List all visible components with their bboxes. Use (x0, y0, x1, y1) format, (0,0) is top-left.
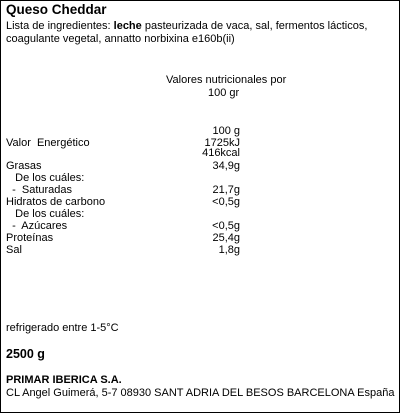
nutrition-row-value: 1,8g (218, 244, 240, 256)
nutrition-row-value: 100 g (212, 125, 240, 137)
nutrition-row-value: 34,9g (212, 160, 240, 172)
nutrition-row-value: 21,7g (212, 184, 240, 196)
nutrition-header-line-1: Valores nutricionales por (166, 74, 287, 86)
nutrition-row-value: <0,5g (212, 220, 240, 232)
nutrition-row-label: De los cuáles: (6, 208, 85, 220)
net-weight: 2500 g (6, 347, 45, 361)
product-title: Queso Cheddar (6, 2, 107, 17)
nutrition-row-label: - Saturadas (6, 184, 73, 196)
nutrition-row-label: Proteínas (6, 232, 54, 244)
nutrition-row-label: De los cuáles: (6, 172, 85, 184)
ingredients-prefix: Lista de ingredientes: (6, 20, 114, 32)
ingredients-highlight: leche (113, 20, 142, 32)
ingredients-line-1 (6, 20, 367, 33)
company-address: CL Angel Guimerá, 5-7 08930 SANT ADRIA DEL BESOS BARCELONA España (6, 387, 395, 399)
nutrition-row-label: Sal (6, 244, 22, 256)
ingredients-line-1-rest: pasteurizada de vaca, sal, fermentos lácticos, (141, 20, 368, 32)
nutrition-row-label: Grasas (6, 160, 42, 172)
nutrition-row-value: 1725kJ (204, 137, 240, 149)
nutrition-row-label: Hidratos de carbono (6, 196, 106, 208)
nutrition-row-label: - Azúcares (6, 220, 68, 232)
ingredients-line-2: coagulante vegetal, annatto norbixina e160b(ii) (6, 33, 235, 45)
nutrition-row-value: <0,5g (212, 196, 240, 208)
nutrition-header-line-2: 100 gr (208, 87, 240, 99)
company-name: PRIMAR IBERICA S.A. (6, 374, 122, 386)
nutrition-row-value: 416kcal (202, 147, 240, 159)
nutrition-row-label: Valor Energético (6, 137, 90, 149)
nutrition-row-value: 25,4g (212, 232, 240, 244)
storage-instructions: refrigerado entre 1-5°C (6, 322, 119, 334)
